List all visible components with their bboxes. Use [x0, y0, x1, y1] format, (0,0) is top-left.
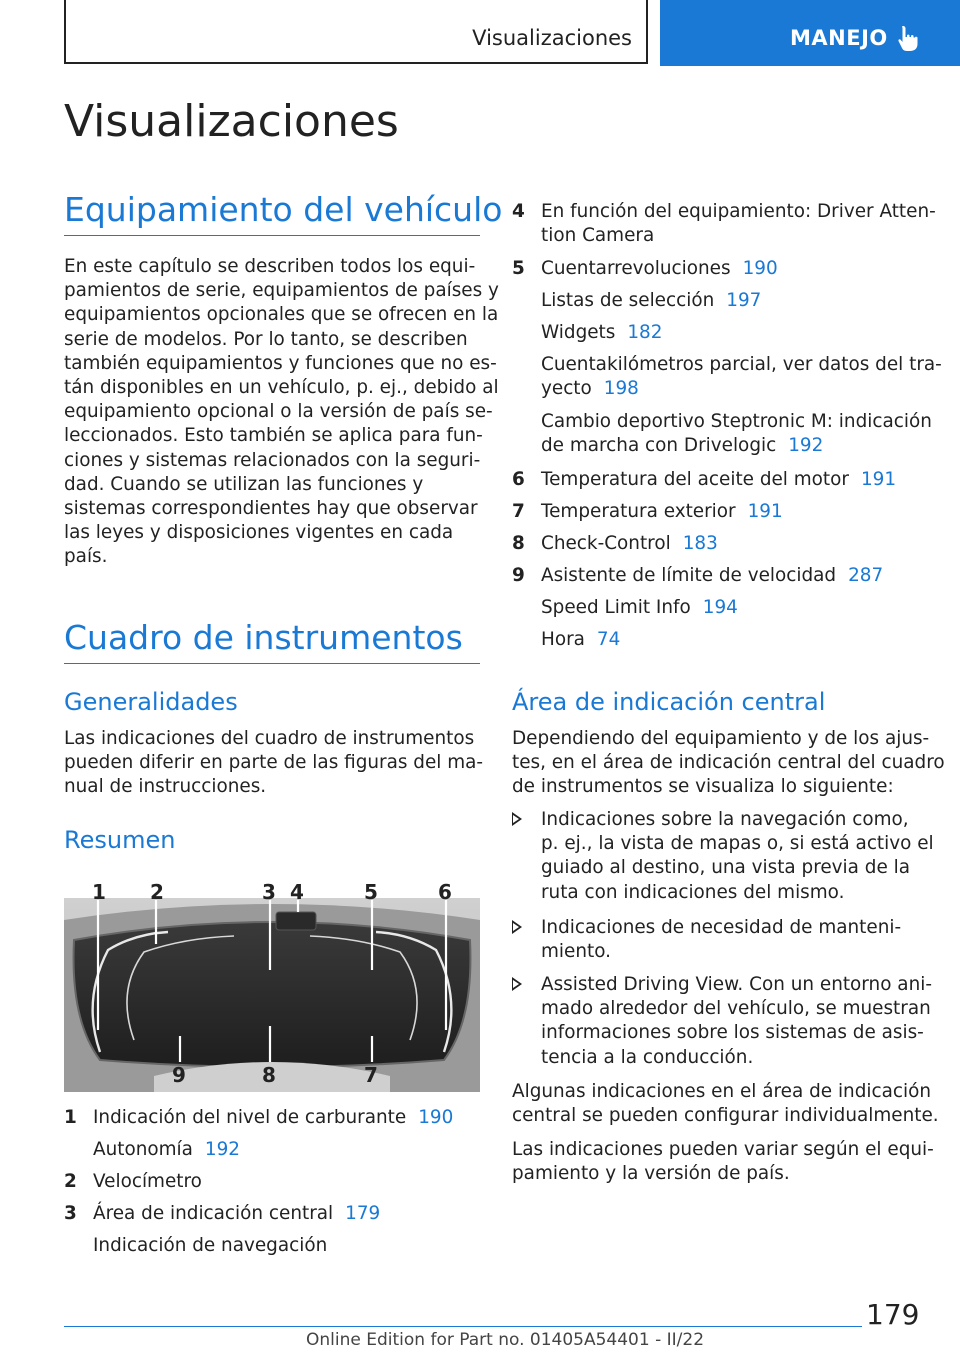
cluster-heading: Cuadro de instrumentos — [64, 618, 463, 657]
legend-text: Speed Limit Info — [541, 597, 691, 618]
legend-number: 3 — [64, 1203, 77, 1224]
legend-text: En función del equipamiento: Driver Atten- — [541, 201, 936, 222]
page-reference-link[interactable]: 183 — [682, 533, 718, 554]
text-line: mado alrededor del vehículo, se muestran — [541, 998, 931, 1020]
page-reference-link[interactable]: 182 — [627, 322, 663, 343]
legend-text: Listas de selección — [541, 290, 715, 311]
text-line: tes, en el área de indicación central del cuadro — [512, 752, 945, 774]
page-number: 179 — [866, 1298, 920, 1331]
text-line: también equipamientos y funciones que no es- — [64, 352, 497, 374]
text-line: equipamientos opcionales que se ofrecen en la — [64, 304, 499, 326]
legend-text: Velocímetro — [93, 1171, 202, 1192]
legend-number: 1 — [64, 1107, 77, 1128]
text-line: central se pueden configurar individualmente. — [512, 1105, 939, 1127]
legend-text: Área de indicación central — [93, 1203, 334, 1224]
header-section-title: Visualizaciones — [472, 26, 632, 50]
page-reference-link[interactable]: 198 — [603, 377, 639, 399]
legend-text: tion Camera — [541, 224, 655, 246]
page-reference-link[interactable]: 192 — [788, 434, 824, 456]
legend-text: de marcha con Drivelogic — [541, 434, 777, 456]
equipment-paragraph — [64, 255, 499, 570]
text-line: tencia a la conducción. — [541, 1046, 754, 1068]
text-line: miento. — [541, 941, 611, 963]
callout-label: 4 — [290, 880, 304, 904]
text-line: Indicaciones de necesidad de manteni- — [541, 917, 902, 938]
legend-number: 6 — [512, 469, 525, 490]
instrument-cluster-figure — [64, 880, 480, 1092]
page-reference-link[interactable]: 74 — [596, 629, 621, 650]
text-line: serie de modelos. Por lo tanto, se describen — [64, 328, 468, 350]
text-line: Las indicaciones pueden variar según el equi- — [512, 1139, 934, 1160]
callout-label: 1 — [92, 880, 106, 904]
page-reference-link[interactable]: 190 — [742, 258, 778, 279]
legend-text: Widgets — [541, 322, 616, 343]
legend-number: 9 — [512, 565, 525, 586]
general-heading: Generalidades — [64, 688, 238, 716]
bullet-triangle-icon — [512, 812, 522, 826]
callout-label: 9 — [172, 1063, 186, 1087]
bullet-item — [541, 808, 934, 905]
page-reference-link[interactable]: 197 — [726, 290, 762, 311]
text-line: las leyes y disposiciones vigentes en cada — [64, 522, 454, 544]
legend-text: Cuentakilómetros parcial, ver datos del tra- — [541, 354, 942, 375]
text-line: dad. Cuando se utilizan las funciones y — [64, 473, 424, 495]
cluster-heading-rule — [64, 663, 480, 664]
text-line: de instrumentos se visualiza lo siguiente: — [512, 776, 894, 798]
text-line: pamiento y la versión de país. — [512, 1163, 790, 1185]
legend-text: Autonomía — [93, 1139, 193, 1160]
callout-label: 7 — [364, 1063, 378, 1087]
text-line: tán disponibles en un vehículo, p. ej., debido al — [64, 377, 499, 399]
legend-number: 8 — [512, 533, 525, 554]
text-line: p. ej., la vista de mapas o, si está activo el — [541, 833, 934, 855]
equipment-heading: Equipamiento del vehículo — [64, 190, 503, 229]
text-line: ciones y sistemas relacionados con la seguri- — [64, 449, 481, 471]
text-line: Assisted Driving View. Con un entorno ani- — [541, 974, 932, 995]
page-reference-link[interactable]: 194 — [702, 597, 738, 618]
text-line: equipamiento opcional o la versión de país se- — [64, 401, 493, 423]
central-heading: Área de indicación central — [512, 688, 826, 716]
footer-rule — [64, 1326, 862, 1327]
general-paragraph — [64, 727, 483, 800]
central-outro-paragraph — [512, 1080, 939, 1128]
central-intro-paragraph — [512, 727, 945, 800]
equipment-heading-rule — [64, 235, 480, 236]
text-line: leccionados. Esto también se aplica para fun- — [64, 425, 483, 447]
legend-text: Temperatura del aceite del motor — [541, 469, 849, 490]
legend-text: Cambio deportivo Steptronic M: indicación — [541, 411, 932, 432]
legend-text: Cuentarrevoluciones — [541, 258, 731, 279]
legend-text: Indicación de navegación — [93, 1235, 328, 1256]
text-line: país. — [64, 546, 108, 568]
text-line: En este capítulo se describen todos los equi- — [64, 256, 476, 277]
legend-number: 4 — [512, 201, 525, 222]
text-line: nual de instrucciones. — [64, 776, 267, 798]
text-line: Las indicaciones del cuadro de instrumentos — [64, 728, 475, 749]
callout-label: 2 — [150, 880, 164, 904]
legend-number: 7 — [512, 501, 525, 522]
text-line: Dependiendo del equipamiento y de los ajus- — [512, 728, 930, 749]
page-reference-link[interactable]: 287 — [848, 565, 884, 586]
callout-label: 8 — [262, 1063, 276, 1087]
page-reference-link[interactable]: 192 — [204, 1139, 241, 1160]
text-line: Algunas indicaciones en el área de indicación — [512, 1081, 932, 1102]
page-title: Visualizaciones — [64, 96, 399, 147]
bullet-item — [541, 973, 932, 1070]
legend-text: yecto — [541, 377, 592, 399]
legend-text: Temperatura exterior — [541, 501, 736, 522]
central-outro-paragraph — [512, 1138, 934, 1186]
text-line: informaciones sobre los sistemas de asis- — [541, 1022, 924, 1044]
callout-label: 6 — [438, 880, 452, 904]
bullet-triangle-icon — [512, 977, 522, 991]
legend-number: 2 — [64, 1171, 77, 1192]
footer-edition: Online Edition for Part no. 01405A54401 - II/22 — [306, 1330, 705, 1350]
text-line: pueden diferir en parte de las figuras del ma- — [64, 752, 484, 774]
text-line: Indicaciones sobre la navegación como, — [541, 809, 909, 830]
summary-heading: Resumen — [64, 826, 176, 854]
text-line: pamientos de serie, equipamientos de países y — [64, 280, 499, 302]
bullet-item — [541, 916, 901, 964]
legend-text: Hora — [541, 629, 585, 650]
legend-number: 5 — [512, 258, 525, 279]
legend-text: Indicación del nivel de carburante — [93, 1107, 407, 1128]
pointing-hand-icon — [896, 24, 922, 54]
page-reference-link[interactable]: 191 — [747, 501, 783, 522]
legend-text: Check-Control — [541, 533, 671, 554]
legend-text: Asistente de límite de velocidad — [541, 565, 837, 586]
bullet-triangle-icon — [512, 920, 522, 934]
page-reference-link[interactable]: 190 — [418, 1107, 454, 1128]
header-chapter-label: MANEJO — [790, 26, 888, 50]
callout-label: 5 — [364, 880, 378, 904]
page-reference-link[interactable]: 191 — [860, 469, 897, 490]
text-line: guiado al destino, una vista previa de la — [541, 857, 910, 879]
text-line: sistemas correspondientes hay que observar — [64, 498, 478, 520]
text-line: ruta con indicaciones del mismo. — [541, 881, 845, 903]
page-reference-link[interactable]: 179 — [345, 1203, 381, 1224]
header-chapter-tab[interactable] — [660, 0, 960, 66]
callout-label: 3 — [262, 880, 276, 904]
